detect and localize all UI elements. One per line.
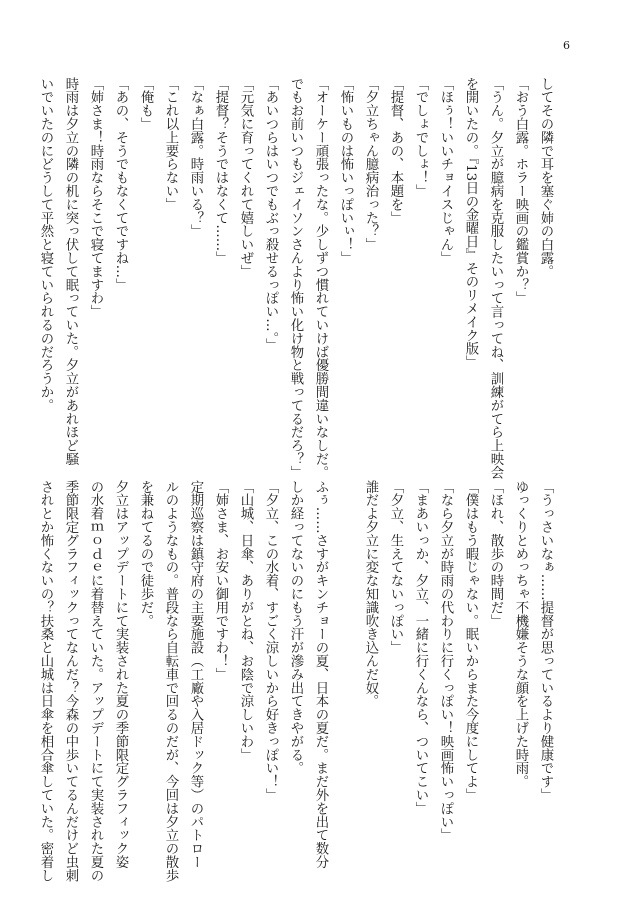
text-line: を開いたの。『13日の金曜日』そのリメイク版」 <box>463 77 478 369</box>
text-line: 「これ以上要らない」 <box>163 77 178 211</box>
text-line: の水着ｍｏｄｅに着替えていた。アップデートにて実装された夏の <box>88 480 103 882</box>
text-line: 「夕立、この水着、すごく涼しいから好きっぽい！」 <box>263 480 278 802</box>
text-line: 「提督、あの、本題を」 <box>388 77 403 225</box>
text-line: でもお前いつもジェイソンさんより怖い化け物と戦ってるだろ？」 <box>288 77 303 479</box>
text-line: しか経ってないのにもう汗が滲み出てきやがる。 <box>288 480 303 775</box>
text-line: いでいたのにどうして平然と寝ていられるのだろうか。 <box>38 77 53 412</box>
bottom-text-block <box>38 480 558 882</box>
text-line: 「姉さま、お安い御用ですわ！」 <box>213 480 228 681</box>
text-line: 誰だよ夕立に変な知識吹き込んだ奴。 <box>363 480 378 708</box>
text-line: 「ほぅ！いいチョイスじゃん」 <box>438 77 453 265</box>
text-line: を兼ねてるので徒歩だ。 <box>138 480 153 628</box>
text-line: 「なぁ白露。時雨いる？」 <box>188 77 203 238</box>
text-line: ルのようなもの。普段なら自転車で回るのだが、今回は夕立の散歩 <box>163 480 178 882</box>
text-line: 「姉さま！時雨ならそこで寝てますわ」 <box>88 77 103 319</box>
text-line: 「ほれ、散歩の時間だ」 <box>488 480 503 628</box>
text-line: 「あの、そうでもなくてですね…」 <box>113 77 128 292</box>
text-line: 「でしょでしょ！」 <box>413 77 428 198</box>
text-line: 「元気に育ってくれて嬉しいぜ」 <box>238 77 253 278</box>
text-line: ゆっくりとめっちゃ不機嫌そうな顔を上げた時雨。 <box>513 480 528 789</box>
text-line: してその隣で耳を塞ぐ姉の白露。 <box>538 77 553 278</box>
text-line: 「あいつらはいつでもぶっ殺せるっぽい…。」 <box>263 77 278 352</box>
text-line: 「怖いものは怖いっぽいぃ！」 <box>338 77 353 265</box>
text-line: 「まあいっか、夕立、一緒に行くんなら、ついてこい」 <box>413 480 428 815</box>
text-line: 夕立はアップデートにて実装された夏の季節限定グラフィック姿 <box>113 480 128 869</box>
text-line: 「うっさいなぁ……提督が思っているより健康です」 <box>538 480 553 802</box>
top-text-block <box>38 77 558 479</box>
text-line: 「夕立、生えてないっぽい」 <box>388 480 403 655</box>
text-line: 季節限定グラフィックってなんだ？今森の中歩いてるんだけど虫刺 <box>63 480 78 882</box>
text-line: 「なら夕立が時雨の代わりに行くっぽい！映画怖いっぽい」 <box>438 480 453 842</box>
text-line: 時雨は夕立の隣の机に突っ伏して眠っていた。夕立があれほど騒 <box>63 77 78 466</box>
text-line: 「山城、日傘、ありがとね、お陰で涼しいわ」 <box>238 480 253 762</box>
text-line: 「おう白露。ホラー映画の鑑賞か？」 <box>513 77 528 305</box>
text-line: 「オーケー頑張ったな。少しずつ慣れていけば優勝間違いなしだ。 <box>313 77 328 479</box>
text-line: 「提督？そうではなくて……」 <box>213 77 228 265</box>
text-line: 「うん。夕立が臆病を克服したいって言ってね、訓練がてら上映会 <box>488 77 503 479</box>
text-line: 定期巡察は鎮守府の主要施設（工廠や入居ドック等）のパトロー <box>188 480 203 869</box>
text-line: 「俺も」 <box>138 77 153 131</box>
text-line: 「僕はもう暇じゃない。眠いからまた今度にしてよ」 <box>463 480 478 802</box>
text-line: ふぅ……さすがキンチョーの夏、日本の夏だ。まだ外を出て数分 <box>313 480 328 869</box>
text-line <box>333 480 358 850</box>
text-line: されとか怖くないの？扶桑と山城は日傘を相合傘していた。密着し <box>38 480 53 882</box>
page-number: 6 <box>563 39 570 52</box>
text-line: 「夕立ちゃん臆病治った？」 <box>363 77 378 252</box>
